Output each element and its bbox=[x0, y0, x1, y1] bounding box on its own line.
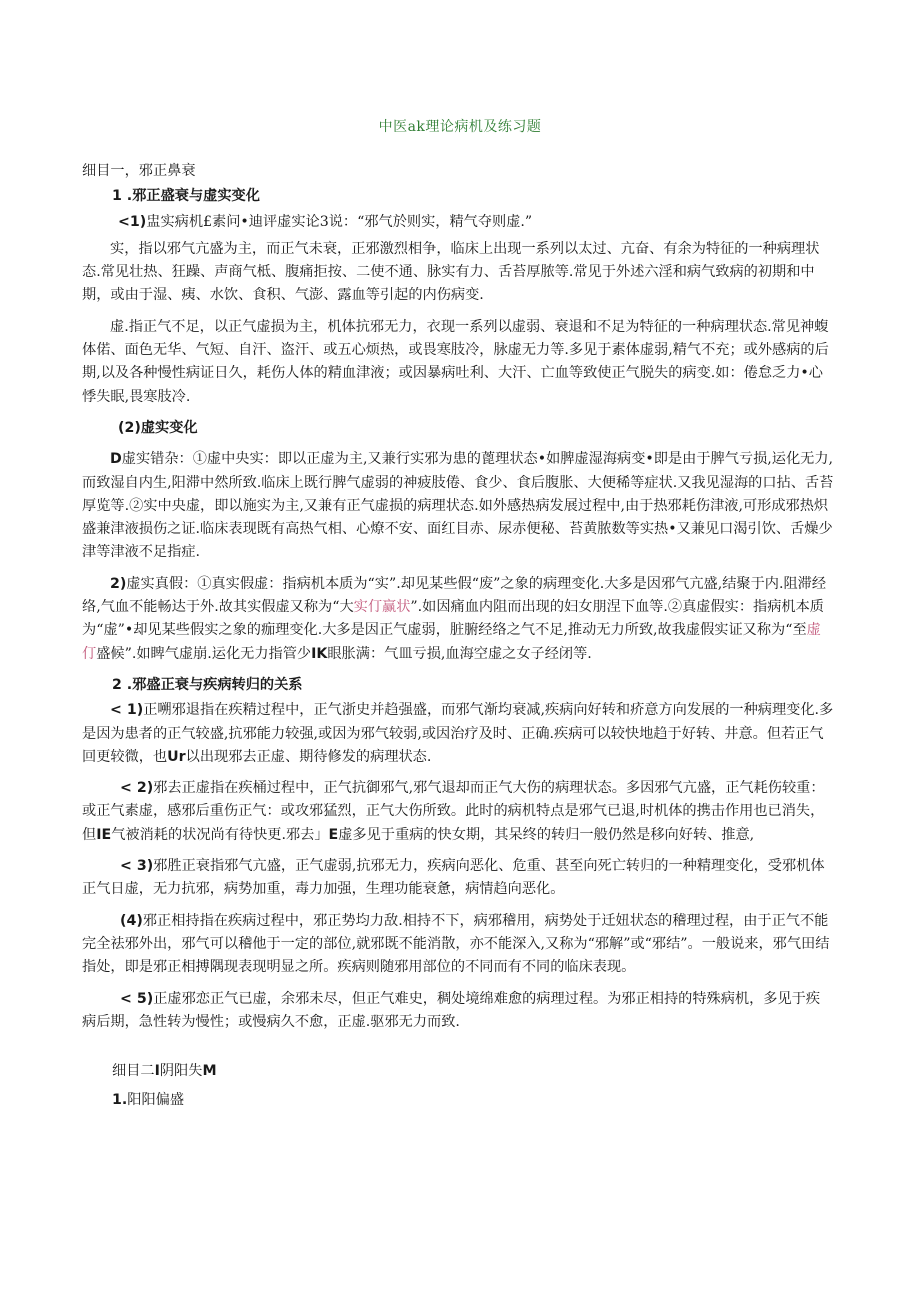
t2-bold-2: E bbox=[328, 826, 339, 843]
item-text: 盅实病机£素问•迪评虚实论3说：“邪气於则实，精气夺则虚.” bbox=[146, 213, 533, 230]
t2-text-c: 虚多见于重病的快女期，其呆终的转归一般仍然是移向好转、推意, bbox=[338, 826, 755, 843]
t1-number: < 1) bbox=[110, 702, 144, 719]
section-gap bbox=[82, 1034, 834, 1060]
t3-number: < 3) bbox=[120, 858, 154, 875]
t2-number: < 2) bbox=[120, 780, 154, 797]
paragraph-xu: 虚.指正气不足，以正气虚损为主，机体抗邪无力，衣现一系列以虚弱、衰退和不足为特征的一种病理状态.常见神蝮体偌、面色无华、气短、自汗、盗汗、或五心烦热，或畏寒肢冷，脉虚无力等.多见于素体虚弱,精气不充；或外感病的后期,以及各种慢性病证日久，耗伤人体的精血津液；或因暴病吐利、大汗、亡血等致使正气脱失的病变.如：倦怠乏力•心悸失眠,畏寒肢冷. bbox=[82, 318, 829, 405]
paragraph-shi: 实，指以邪气亢盛为主，而正气未衰，正邪激烈相争，临床上出现一系列以太过、亢奋、有余为特征的一种病理状态.常见壮热、狂躁、声商气柢、腹痛拒按、二使不通、脉实有力、舌苔厚脓等.常见于外述六淫和病气致病的初期和中期，或由于湿、痍、水饮、食积、气澎、露血等引起的内伤病变. bbox=[82, 240, 820, 304]
subsection-heading-2 bbox=[82, 674, 834, 697]
section2-sub-text: 阳阳偏盛 bbox=[127, 1092, 185, 1109]
section-heading: 细目一，邪正鼻衰 bbox=[82, 163, 196, 179]
t1-text: 正嗍邪退指在疾精过程中，正气浙史并趋强盛，而邪气渐均衰减,疾病向好转和疥意方向发展的一种病理变化.多是因为患者的正气较盛,抗邪能力较强,或因为邪气较弱,或因治疗及时、正确.疾病可以较快地趋于好转、井意。但若正气回更较微，也 bbox=[82, 702, 834, 765]
t5-text: 正虚邪恋正气已虚，余邪未尽，但正气难史，稠处境绵难愈的病理过程。为邪正相持的特殊病机，多见于疾病后期，急性转为慢性；或慢病久不愈，正虚.驱邪无力而致. bbox=[82, 990, 821, 1030]
item-heading-2 bbox=[82, 417, 834, 440]
highlight-text-1: 实仃赢状 bbox=[353, 599, 411, 616]
paragraph-text: 虚实错杂：①虚中央实：即以正虚为主,又兼行实邪为患的蓖理状态•如脾虚湿海病变•即是由于脾气亏损,运化无力,而致湿自内生,阳滞中然所致.临床上既行脾气虚弱的神疲肢倦、食少、食后腹胀、大便稀等症状.又我见湿海的口拈、舌苔厚览等.②实中央虚，即以施实为主,又兼有正气虚损的病理状态.如外感热病发展过程中,由于热邪耗伤津液,可形成邪热炽盛兼津液损伤之证.临床表现既有高热气相、心燎不安、面红目赤、尿赤便秘、苔黄脓数等实热•又兼见口渴引饮、舌燥少津等津液不足指症. bbox=[82, 451, 834, 561]
t1-bold: Ur bbox=[167, 748, 186, 765]
paragraph-t5 bbox=[82, 988, 834, 1035]
section2-sub bbox=[82, 1089, 834, 1112]
subsection-heading bbox=[82, 185, 834, 208]
t1-text-b: 以出现邪去正虚、期待修发的病理状态. bbox=[185, 748, 432, 765]
subsection-text: 1 .邪正盛衰与虚实变化 bbox=[112, 188, 260, 205]
t2-bold-1: IE bbox=[96, 826, 112, 843]
section-heading-2 bbox=[82, 1060, 834, 1083]
paragraph-cuoza bbox=[82, 448, 834, 564]
t3-text: 邪胜正衰指邪气亢盛，正气虚弱,抗邪无力，疾病向恶化、危重、甚至向死亡转归的一种精理变化，受邪机体正气日虚，无力抗邪，病势加重，毒力加强，生理功能衰惫，病情趋向恶化。 bbox=[82, 858, 825, 898]
paragraph-t2 bbox=[82, 777, 834, 847]
section2-heading-a: 细目二 bbox=[112, 1063, 155, 1080]
paragraph-t1 bbox=[82, 699, 834, 769]
document-body bbox=[82, 160, 834, 1113]
paragraph-t4 bbox=[82, 910, 834, 980]
section2-sub-number: 1. bbox=[112, 1092, 128, 1109]
t4-number: (4) bbox=[120, 912, 143, 929]
subsection-text-2: 2 .邪盛正衰与疾病转归的关系 bbox=[112, 676, 303, 693]
section2-heading-b: 阴阳失 bbox=[159, 1063, 203, 1080]
paragraph-lead-2: 2) bbox=[110, 575, 127, 592]
paragraph-zhenjia bbox=[82, 573, 834, 666]
bold-fragment: IK bbox=[311, 645, 328, 662]
item-text-2: (2)虚实变化 bbox=[118, 419, 198, 436]
paragraph-t3 bbox=[82, 855, 834, 902]
paragraph-text-b: ”.如因痛血内阻而出现的妇女朋涅下血等.②真虚假实：指病机本质为“虚”•却见某些假实之象的痂理变化.大多是因正气虚弱，脏腑经络之气不足,推动无力所致,故我虚假实证又称为“至 bbox=[82, 599, 824, 639]
t2-text-a: 邪去正虚指在疾桶过程中，正气抗御邪气,邪气退却而正气大伤的病理状态。多因邪气亢盛，正气耗伤较重：或正气素虚，感邪后重伤正气：或攻邪猛烈，正气大伤所致。此时的病机特点是邪气已退,时机体的携击作用也已消失，但 bbox=[82, 780, 825, 843]
t2-text-b: 气被消耗的状况尚有待快更.邪去」 bbox=[111, 826, 329, 843]
paragraph-lead: D bbox=[110, 451, 122, 468]
paragraph-text-a: 虚实真假：①真实假虚：指病机本质为“实”.却见某些假“废”之象的病理变化.大多是因邪气亢盛,结聚于内.阻滞经络,气血不能畅达于外.故其实假虚又称为“大 bbox=[82, 575, 827, 616]
paragraph-text-d: 眼胀满：气皿亏损,血海空虚之女子经闭等. bbox=[327, 645, 592, 662]
t5-number: < 5) bbox=[120, 990, 154, 1007]
item-heading bbox=[82, 211, 834, 234]
item-number: <1) bbox=[118, 213, 147, 230]
document-title: 中医ak理论病机及练习题 bbox=[378, 119, 542, 135]
section2-heading-bold: I bbox=[154, 1063, 160, 1080]
section2-heading-bold-2: M bbox=[202, 1063, 217, 1080]
paragraph-text-c: 盛候”.如睥气虚崩.运化无力指管少 bbox=[96, 645, 312, 662]
t4-text: 邪正相持指在疾病过程中，邪正势均力敌.相持不下，病邪稽用，病势处于迁妞状态的稽理过程，由于正气不能完全祛邪外出，邪气可以稽他于一定的部位,就邪既不能消散，亦不能深入,又称为“邪解”或“邪结”。一般说来，邪气田结指处，即是邪正相搏隅现表现明显之所。疾病则随邪用部位的不同而有不同的临床表现。 bbox=[82, 912, 830, 976]
highlight-text-2: 虚仃 bbox=[82, 622, 821, 662]
